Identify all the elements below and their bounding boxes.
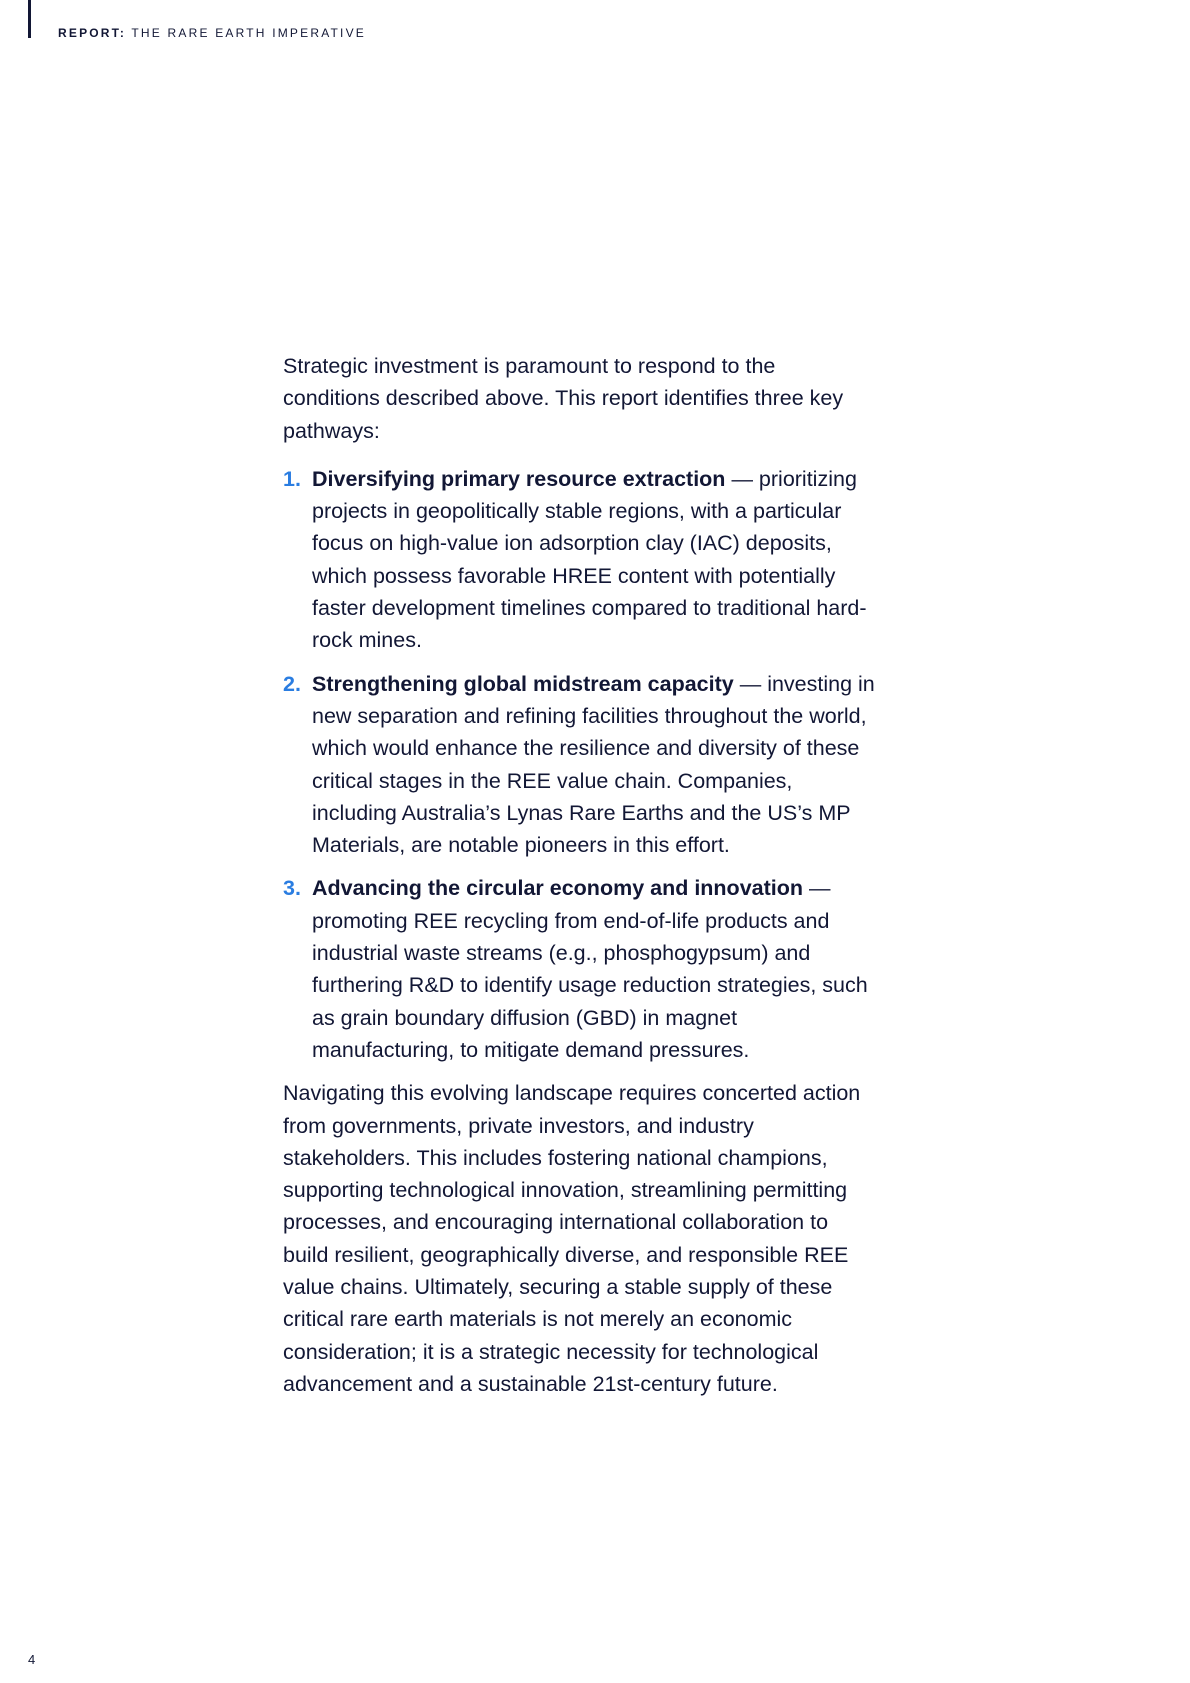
running-header — [58, 25, 366, 41]
pathway-title: Diversifying primary resource extraction — [312, 466, 726, 491]
intro-paragraph: Strategic investment is paramount to respond to the conditions described above. This report identifies three key pathways: — [283, 354, 844, 443]
pathway-title: Strengthening global midstream capacity — [312, 671, 734, 696]
pathway-body: investing in new separation and refining facilities throughout the world, which would enhance the resilience and diversity of these critical stages in the REE value chain. Companies, including Australia’s Lynas Rare Earths and the US’s MP Materials, are notable pioneers in this effort. — [312, 671, 875, 858]
pathway-dash: — — [809, 876, 831, 901]
running-header-label: REPORT: — [58, 26, 127, 40]
pathway-number: 2. — [283, 671, 301, 696]
closing-paragraph: Navigating this evolving landscape requires concerted action from governments, private investors, and industry stakeholders. This includes fostering national champions, supporting technological innovation, streamlining permitting processes, and encouraging international collaboration to build resilient, geographically diverse, and responsible REE value chains. Ultimately, securing a stable supply of these critical rare earth materials is not merely an economic consideration; it is a strategic necessity for technological advancement and a sustainable 21st-century future. — [283, 1081, 861, 1396]
pathway-list — [283, 463, 878, 1066]
pathway-title: Advancing the circular economy and innovation — [312, 876, 804, 901]
running-header-title: THE RARE EARTH IMPERATIVE — [131, 26, 366, 40]
pathway-item-1 — [283, 463, 878, 657]
body-content — [283, 350, 878, 1400]
pathway-number: 3. — [283, 876, 301, 901]
pathway-dash: — — [739, 671, 762, 696]
pathway-number: 1. — [283, 466, 301, 491]
header-rule — [28, 0, 31, 38]
pathway-item-3 — [283, 872, 878, 1066]
pathway-body: promoting REE recycling from end-of-life products and industrial waste streams (e.g., phosphogypsum) and furthering R&D to identify usage reduction strategies, such as grain boundary diffusion (GBD) in magnet manufacturing, to mitigate demand pressures. — [312, 908, 868, 1062]
pathway-body: prioritizing projects in geopolitically stable regions, with a particular focus on high-value ion adsorption clay (IAC) deposits, which possess favorable HREE content with potentially faster development timelines compared to traditional hard-rock mines. — [312, 466, 867, 653]
pathway-dash: — — [731, 466, 753, 491]
page-number: 4 — [28, 1652, 36, 1667]
pathway-item-2 — [283, 668, 878, 862]
